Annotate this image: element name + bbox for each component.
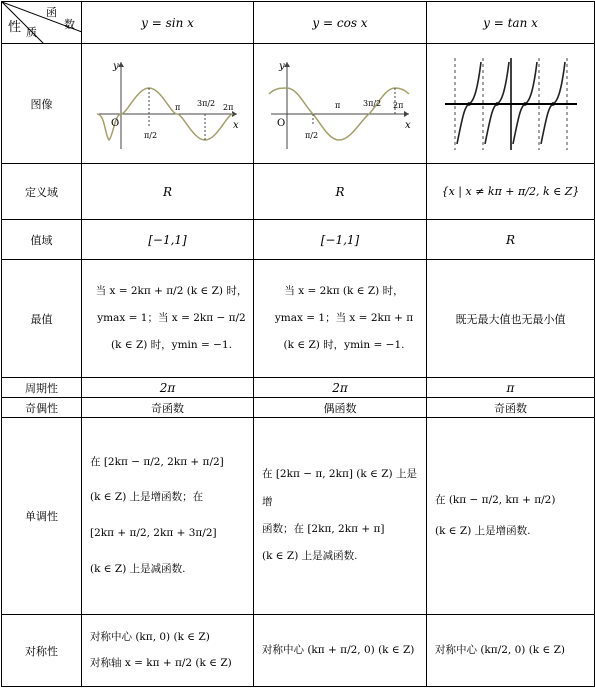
domain-label: 定义域 — [2, 164, 82, 220]
symmetry-sin — [82, 615, 254, 687]
monotonic-cos-line-2: 函数；在 [2kπ, 2kπ + π] — [262, 523, 385, 535]
header-cos: y = cos x — [254, 2, 427, 44]
cos-graph-cell — [254, 44, 427, 164]
monotonic-tan-line-1: 在 (kπ − π/2, kπ + π/2) — [435, 493, 556, 506]
range-row — [2, 220, 595, 260]
range-cos: [−1,1] — [254, 220, 427, 260]
cos-y-label: y — [279, 60, 285, 72]
domain-row — [2, 164, 595, 220]
extreme-cos-line-2: ymax = 1；当 x = 2kπ + π — [274, 311, 414, 324]
monotonic-row — [2, 418, 595, 615]
extreme-row — [2, 260, 595, 378]
sin-tick-3: 3π/2 — [196, 98, 215, 108]
sin-origin-label: O — [110, 117, 119, 129]
extreme-sin-line-2: ymax = 1；当 x = 2kπ − π/2 — [97, 311, 246, 324]
header-row — [2, 2, 595, 44]
extreme-cos-line-3: (k ∈ Z) 时，ymin = −1. — [283, 339, 405, 352]
symmetry-cos-line-1: 对称中心 (kπ + π/2, 0) (k ∈ Z) — [262, 643, 415, 656]
monotonic-sin-line-3: [2kπ + π/2, 2kπ + 3π/2] — [90, 527, 217, 539]
sin-tick-4: 2π — [222, 102, 233, 112]
header-tan: y = tan x — [427, 2, 595, 44]
sin-tick-1: π/2 — [143, 130, 157, 140]
extreme-sin-line-1: 当 x = 2kπ + π/2 (k ∈ Z) 时， — [95, 284, 248, 297]
parity-label: 奇偶性 — [2, 398, 82, 418]
monotonic-cos-line-3: (k ∈ Z) 上是减函数. — [262, 550, 358, 563]
monotonic-sin-line-1: 在 [2kπ − π/2, 2kπ + π/2] — [90, 455, 224, 468]
monotonic-label: 单调性 — [2, 418, 82, 615]
parity-tan: 奇函数 — [427, 398, 595, 418]
symmetry-sin-line-1: 对称中心 (kπ, 0) (k ∈ Z) — [90, 631, 210, 644]
cos-tick-3: 3π/2 — [363, 98, 382, 108]
monotonic-cos-line-1: 在 [2kπ − π, 2kπ] (k ∈ Z) 上是增 — [262, 468, 417, 508]
domain-sin: R — [82, 164, 254, 220]
cos-tick-1: π/2 — [305, 130, 319, 140]
extreme-cos — [254, 260, 427, 378]
corner-char-1: 性 — [8, 20, 22, 35]
period-tan: π — [427, 378, 595, 398]
period-label: 周期性 — [2, 378, 82, 398]
sin-graph-cell — [82, 44, 254, 164]
range-label: 值域 — [2, 220, 82, 260]
graph-row — [2, 44, 595, 164]
sin-y-label: y — [112, 60, 119, 72]
monotonic-sin-line-2: (k ∈ Z) 上是增函数；在 — [90, 491, 204, 504]
symmetry-sin-line-2: 对称轴 x = kπ + π/2 (k ∈ Z) — [90, 656, 232, 669]
range-sin: [−1,1] — [82, 220, 254, 260]
monotonic-sin — [82, 418, 254, 615]
extreme-cos-line-1: 当 x = 2kπ (k ∈ Z) 时， — [284, 284, 404, 297]
parity-cos: 偶函数 — [254, 398, 427, 418]
symmetry-label: 对称性 — [2, 615, 82, 687]
cos-tick-2: π — [335, 100, 341, 110]
monotonic-cos — [254, 418, 427, 615]
monotonic-tan-line-2: (k ∈ Z) 上是增函数. — [435, 525, 531, 537]
symmetry-row — [2, 615, 595, 687]
parity-sin: 奇函数 — [82, 398, 254, 418]
symmetry-tan-line-1: 对称中心 (kπ/2, 0) (k ∈ Z) — [435, 643, 566, 656]
cos-tick-4: 2π — [393, 100, 404, 110]
cos-origin-label: O — [277, 117, 286, 129]
range-tan: R — [427, 220, 595, 260]
domain-tan: {x | x ≠ kπ + π/2, k ∈ Z} — [427, 164, 595, 220]
corner-char-3: 函 — [46, 6, 57, 19]
extreme-sin-line-3: (k ∈ Z) 时，ymin = −1. — [111, 339, 232, 352]
monotonic-tan — [427, 418, 595, 615]
extreme-label: 最值 — [2, 260, 82, 378]
period-row — [2, 378, 595, 398]
tan-graph — [441, 54, 581, 154]
sin-tick-2: π — [174, 102, 180, 112]
symmetry-tan — [427, 615, 595, 687]
monotonic-sin-line-4: (k ∈ Z) 上是减函数. — [90, 562, 186, 575]
parity-row — [2, 398, 595, 418]
extreme-tan: 既无最大值也无最小值 — [427, 260, 595, 378]
cos-x-label: x — [405, 119, 411, 131]
corner-header — [2, 2, 82, 44]
tan-graph-cell — [427, 44, 595, 164]
corner-char-2: 质 — [26, 26, 37, 39]
sin-graph — [93, 54, 243, 154]
symmetry-cos — [254, 615, 427, 687]
extreme-sin — [82, 260, 254, 378]
period-cos: 2π — [254, 378, 427, 398]
domain-cos: R — [254, 164, 427, 220]
trig-properties-table — [1, 1, 595, 687]
period-sin: 2π — [82, 378, 254, 398]
cos-graph — [265, 54, 415, 154]
graph-label: 图像 — [2, 44, 82, 164]
sin-x-label: x — [232, 119, 239, 131]
corner-char-4: 数 — [64, 18, 75, 31]
header-sin: y = sin x — [82, 2, 254, 44]
